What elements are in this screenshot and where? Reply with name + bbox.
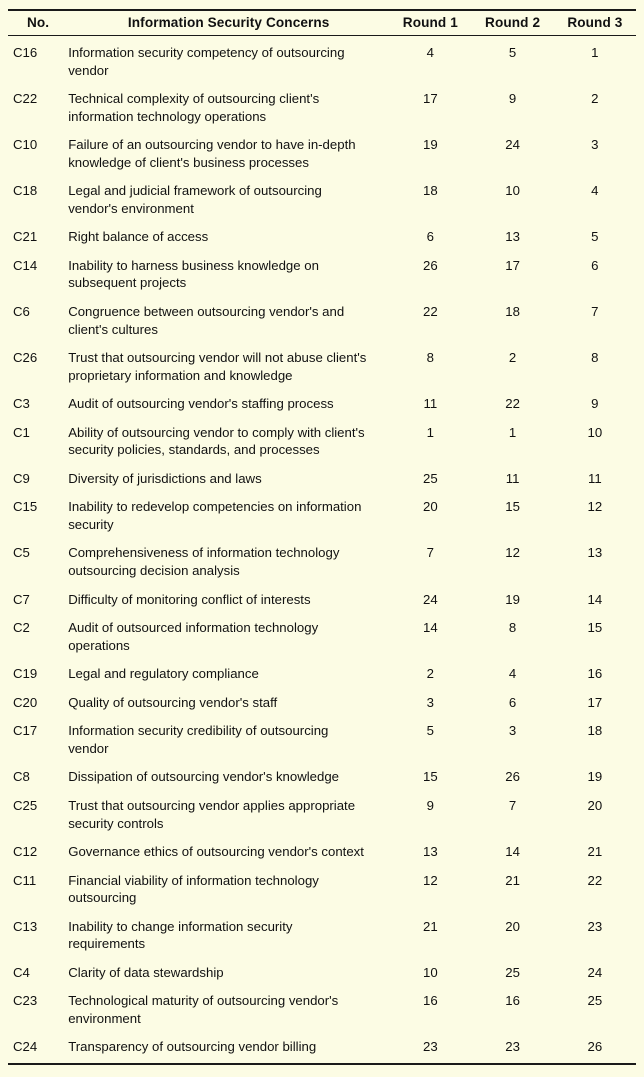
cell-concern: Clarity of data stewardship [68,964,224,980]
cell-no: C16 [13,45,38,60]
cell-round-2: 16 [505,993,520,1009]
cell-round-2: 26 [505,769,520,785]
cell-round-3: 25 [587,993,603,1009]
cell-round-2: 19 [505,591,520,607]
table-row [8,986,636,1032]
cell-round-3: 10 [587,424,603,440]
column-header-round-3: Round 3 [567,15,623,30]
cell-round-3: 23 [587,918,603,934]
cell-round-2: 7 [508,797,517,813]
cell-concern: Transparency of outsourcing vendor billing [68,1039,317,1055]
cell-no: C24 [13,1039,38,1055]
cell-no: C25 [13,797,38,813]
cell-no: C8 [13,769,30,785]
cell-round-2: 9 [508,91,517,107]
cell-concern: Quality of outsourcing vendor's staff [68,694,278,710]
cell-round-2: 20 [505,918,520,934]
cell-no: C26 [13,350,38,366]
cell-round-3: 22 [587,872,603,888]
cell-round-3: 15 [587,620,603,636]
cell-no: C23 [13,993,38,1009]
cell-round-2: 18 [505,304,520,320]
cell-no: C11 [13,872,37,888]
cell-round-3: 21 [587,844,603,860]
cell-round-3: 14 [587,591,603,607]
cell-concern: Ability of outsourcing vendor to comply with client's security policies, standards, and processes [68,424,365,458]
cell-no: C2 [13,620,30,636]
cell-round-2: 23 [505,1039,520,1055]
cell-round-2: 15 [505,499,520,515]
cell-concern: Legal and judicial framework of outsourcing vendor's environment [68,183,322,216]
cell-round-1: 21 [422,918,438,934]
cell-round-1: 18 [422,183,438,199]
table-row [8,688,636,717]
cell-no: C1 [13,424,30,440]
cell-round-1: 22 [422,304,438,320]
table-row [8,613,636,659]
cell-concern: Diversity of jurisdictions and laws [68,470,262,486]
cell-round-2: 17 [505,257,520,273]
column-header-round-1: Round 1 [402,15,458,30]
cell-round-1: 3 [426,694,434,710]
cell-concern: Governance ethics of outsourcing vendor's context [68,844,364,860]
cell-round-2: 21 [505,872,520,888]
cell-concern: Trust that outsourcing vendor applies appropriate security controls [68,797,356,831]
cell-round-1: 26 [422,257,438,273]
table-row [8,492,636,538]
table-body [8,36,636,1064]
table-header [8,10,636,36]
cell-round-3: 18 [587,723,603,739]
cell-round-3: 3 [591,137,599,153]
cell-no: C3 [13,396,30,412]
cell-round-1: 4 [426,45,434,60]
table-row [8,659,636,688]
table-row [8,389,636,418]
cell-round-3: 13 [587,545,603,561]
concerns-table-container [8,9,636,1065]
cell-round-3: 7 [591,304,599,320]
cell-round-2: 22 [505,396,520,412]
cell-round-3: 1 [591,45,599,60]
cell-round-2: 13 [505,229,520,245]
cell-round-1: 2 [426,666,434,682]
cell-round-2: 3 [508,723,517,739]
cell-concern: Right balance of access [68,229,209,245]
cell-concern: Inability to change information security requirements [68,918,293,952]
cell-no: C22 [13,91,38,107]
cell-no: C15 [13,499,38,515]
cell-round-3: 9 [591,396,599,412]
table-row [8,791,636,837]
cell-round-1: 5 [426,723,434,739]
table-row [8,762,636,791]
cell-round-1: 16 [422,993,438,1009]
cell-concern: Trust that outsourcing vendor will not abuse client's proprietary information and knowledge [68,350,367,383]
cell-round-3: 4 [591,183,599,199]
table-row [8,176,636,222]
cell-round-2: 10 [505,183,520,199]
cell-concern: Information security credibility of outsourcing vendor [68,723,329,756]
table-row [8,84,636,130]
cell-round-1: 8 [426,350,434,366]
cell-concern: Audit of outsourcing vendor's staffing process [68,396,334,412]
table-row [8,222,636,251]
cell-round-3: 17 [587,694,603,710]
cell-round-3: 5 [591,229,599,245]
cell-round-1: 1 [426,424,434,440]
cell-no: C9 [13,470,30,486]
cell-no: C5 [13,545,30,561]
cell-round-1: 10 [422,964,438,980]
column-header-round-2: Round 2 [485,15,541,30]
cell-no: C10 [13,137,38,153]
cell-round-3: 12 [587,499,603,515]
table-row [8,866,636,912]
cell-round-3: 6 [591,257,599,273]
table-row [8,343,636,389]
cell-round-2: 12 [505,545,520,561]
table-row [8,538,636,584]
cell-round-2: 11 [505,470,520,486]
table-row [8,912,636,958]
cell-round-1: 17 [422,91,438,107]
cell-round-1: 9 [426,797,434,813]
cell-round-3: 20 [587,797,603,813]
cell-round-2: 2 [508,350,517,366]
cell-concern: Audit of outsourced information technology operations [68,620,319,653]
table-row [8,251,636,297]
cell-no: C21 [13,229,38,245]
cell-concern: Congruence between outsourcing vendor's and client's cultures [68,304,345,337]
column-header-no: No. [26,15,50,30]
cell-round-2: 25 [505,964,520,980]
cell-round-2: 8 [508,620,517,636]
table-row [8,418,636,464]
cell-no: C17 [13,723,38,739]
cell-no: C7 [13,591,30,607]
cell-concern: Dissipation of outsourcing vendor's knowledge [68,769,340,785]
cell-round-3: 2 [591,91,599,107]
cell-round-1: 11 [423,396,438,412]
table-row [8,36,636,85]
cell-no: C19 [13,666,38,682]
cell-round-1: 19 [422,137,438,153]
table-row [8,837,636,866]
cell-round-2: 24 [505,137,520,153]
cell-concern: Technical complexity of outsourcing client's information technology operations [68,91,320,124]
cell-no: C13 [13,918,38,934]
cell-round-3: 11 [588,470,602,486]
cell-no: C4 [13,964,30,980]
cell-round-1: 13 [422,844,438,860]
cell-round-3: 16 [587,666,603,682]
cell-concern: Failure of an outsourcing vendor to have in-depth knowledge of client's business processes [68,137,356,170]
information-security-concerns-table [8,9,636,1065]
table-row [8,716,636,762]
cell-concern: Information security competency of outsourcing vendor [68,45,345,78]
table-row [8,464,636,493]
table-row [8,585,636,614]
table-row [8,1032,636,1064]
cell-round-3: 8 [591,350,599,366]
cell-round-2: 4 [508,666,517,682]
cell-round-1: 23 [422,1039,438,1055]
cell-concern: Inability to redevelop competencies on information security [68,499,362,532]
cell-no: C18 [13,183,38,199]
cell-round-1: 6 [426,229,434,245]
cell-round-1: 15 [422,769,438,785]
cell-round-3: 26 [587,1039,603,1055]
cell-concern: Difficulty of monitoring conflict of interests [68,591,311,607]
cell-concern: Comprehensiveness of information technology outsourcing decision analysis [68,545,340,579]
cell-round-3: 24 [587,964,603,980]
table-row [8,130,636,176]
cell-no: C20 [13,694,38,710]
cell-round-1: 14 [422,620,438,636]
cell-round-1: 20 [422,499,438,515]
cell-concern: Financial viability of information technology outsourcing [68,872,319,906]
cell-no: C12 [13,844,38,860]
table-row [8,297,636,343]
column-header-concern: Information Security Concerns [127,15,330,30]
cell-round-2: 14 [505,844,520,860]
cell-round-2: 5 [508,45,517,60]
cell-round-2: 6 [508,694,517,710]
cell-round-1: 12 [422,872,438,888]
cell-no: C14 [13,257,38,273]
cell-round-1: 24 [422,591,438,607]
table-header-row [8,10,636,36]
cell-concern: Inability to harness business knowledge on subsequent projects [68,257,319,291]
cell-concern: Legal and regulatory compliance [68,666,259,682]
cell-round-2: 1 [508,424,517,440]
table-row [8,958,636,987]
cell-concern: Technological maturity of outsourcing vendor's environment [68,993,339,1026]
cell-round-1: 7 [426,545,434,561]
cell-round-1: 25 [422,470,438,486]
cell-no: C6 [13,304,30,320]
cell-round-3: 19 [587,769,603,785]
